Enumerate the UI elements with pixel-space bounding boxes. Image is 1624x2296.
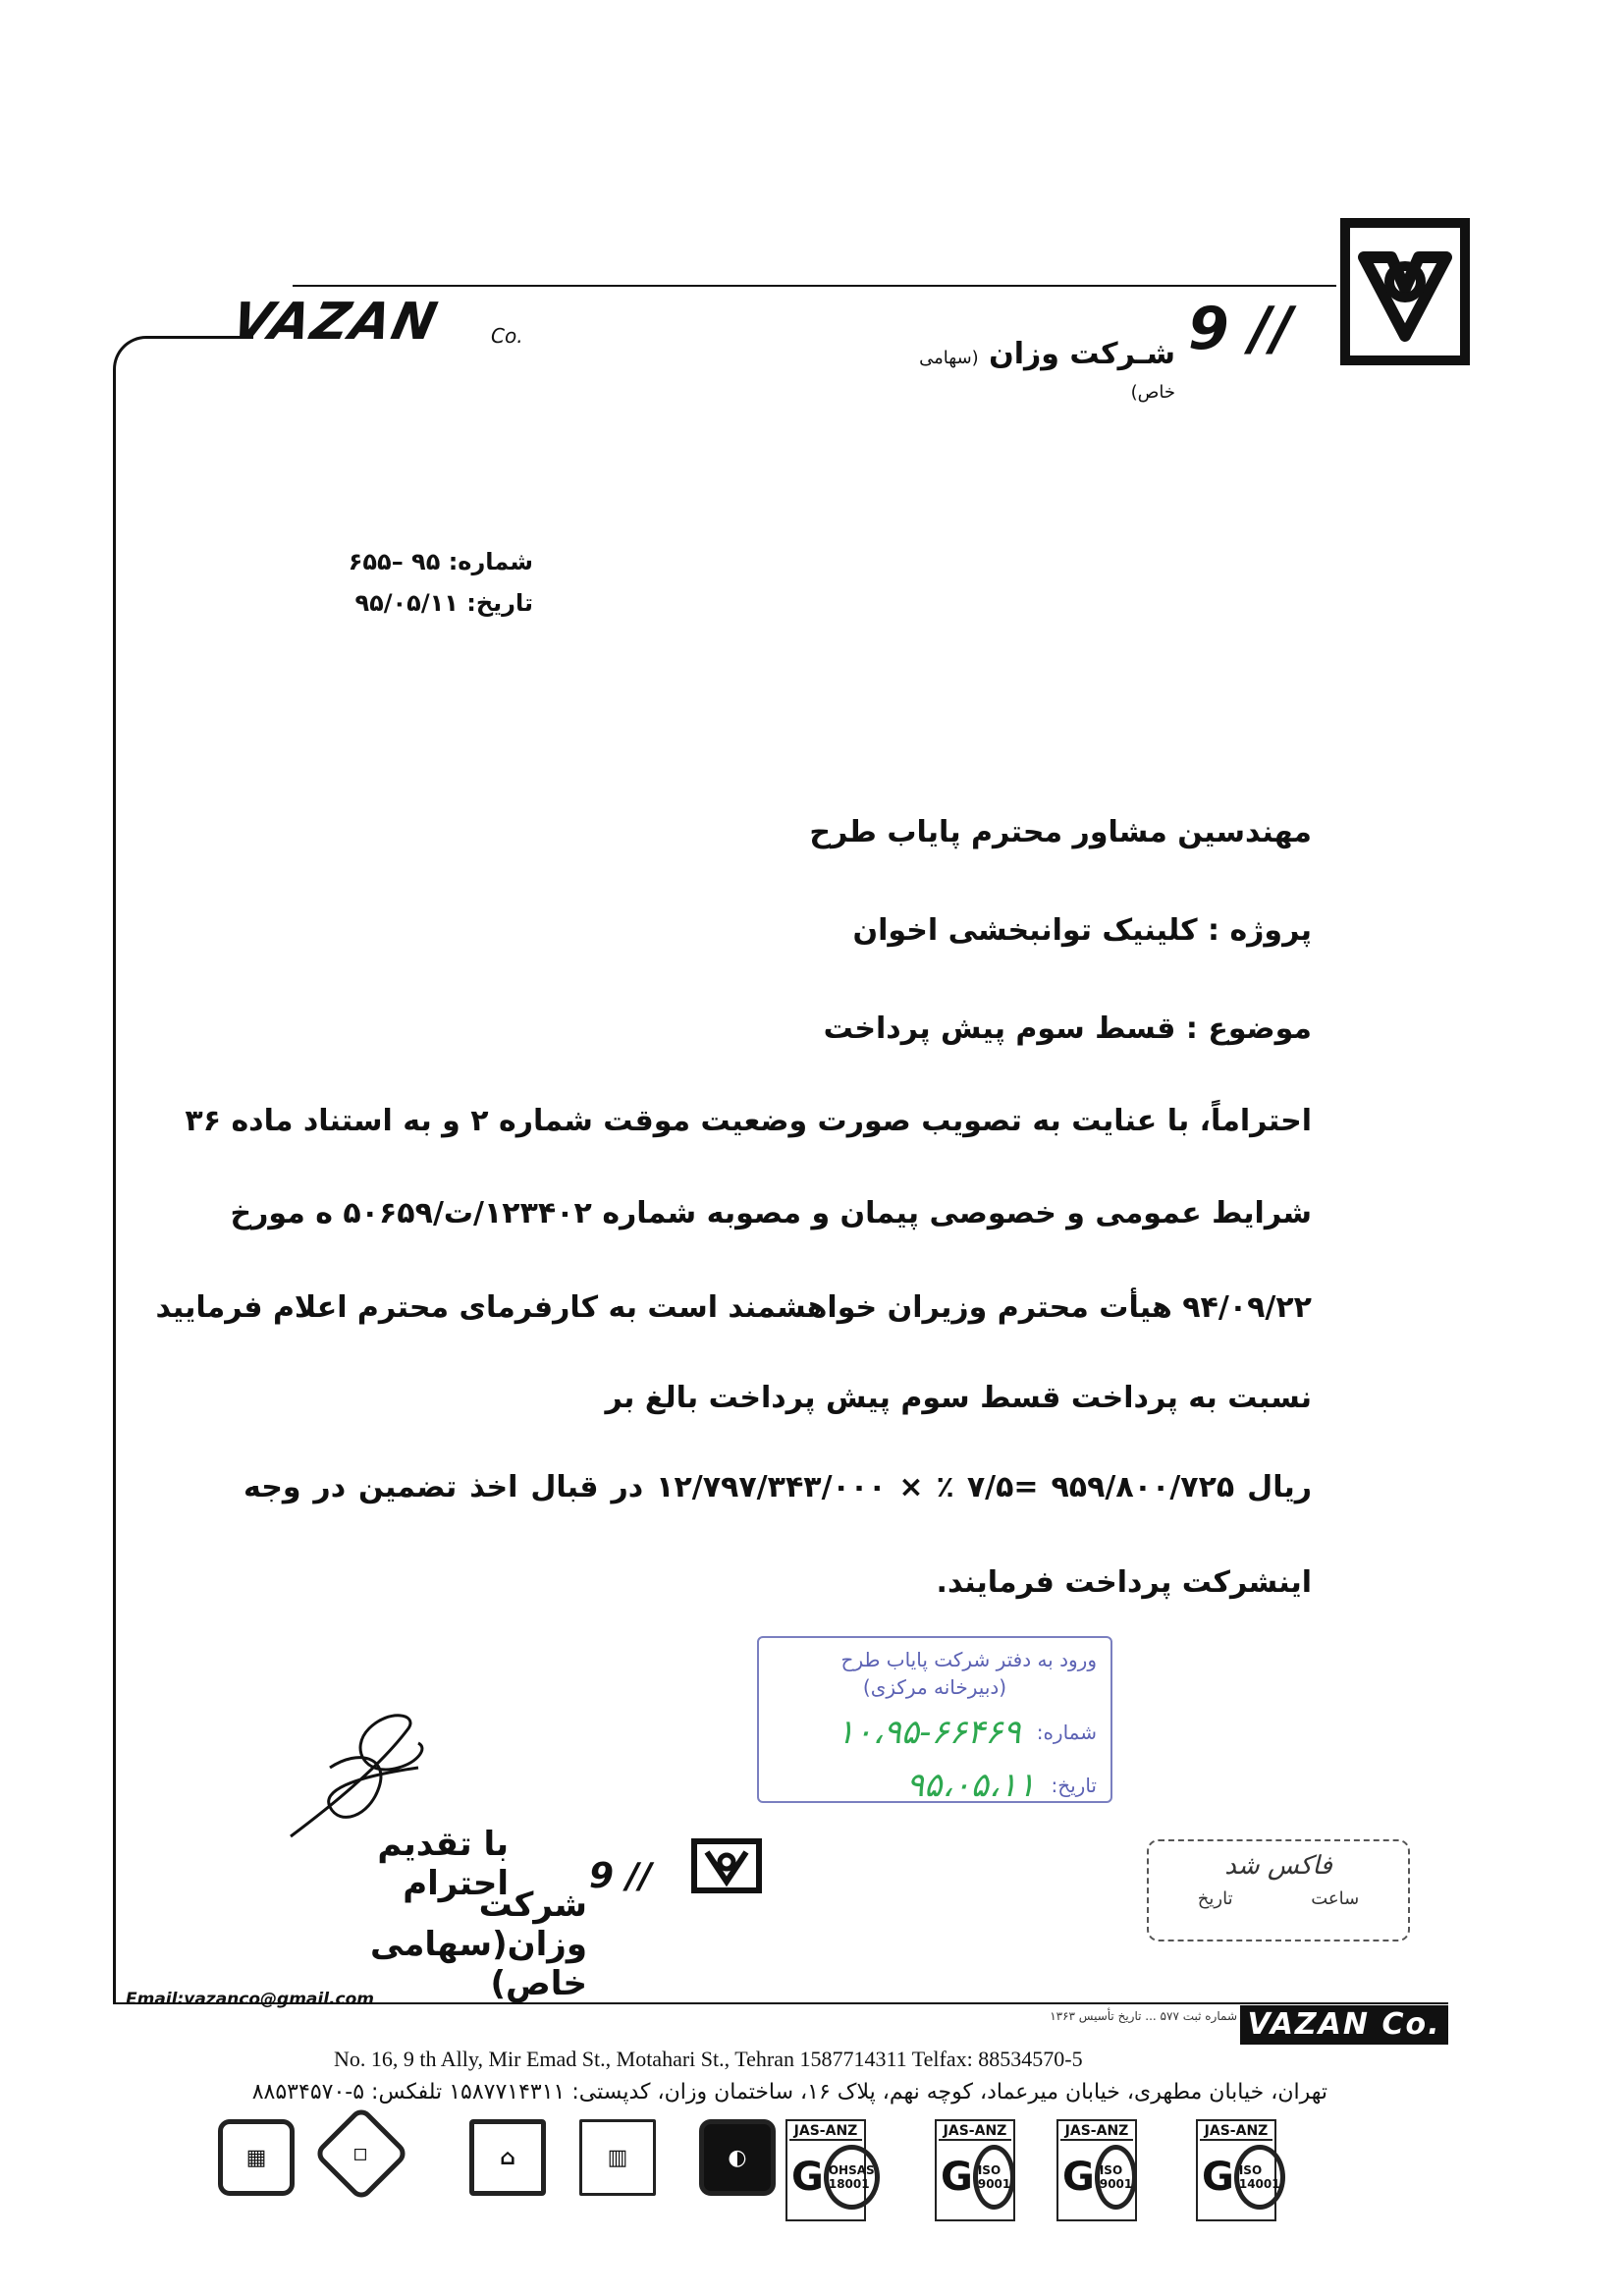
letter-number-label: شماره: bbox=[448, 548, 533, 575]
cert-g-icon: G bbox=[791, 2155, 824, 2200]
quality-institute-logo bbox=[699, 2119, 776, 2221]
cert-badge-4 bbox=[1196, 2119, 1280, 2221]
cert-accreditor: JAS-ANZ bbox=[939, 2123, 1011, 2141]
company-name-fa bbox=[900, 337, 1175, 406]
brand-logo-fa: 9 // bbox=[1188, 295, 1293, 363]
stamp-number-label: شماره: bbox=[1036, 1721, 1097, 1744]
body-line: شرایط عمومی و خصوصی پیمان و مصوبه شماره ۱۲۳۴۰۲/ت/۵۰۶۵۹ ه مورخ bbox=[230, 1196, 1312, 1230]
body-line: احتراماً، با عنایت به تصویب صورت وضعیت موقت شماره ۲ و به استناد ماده ۳۶ bbox=[185, 1104, 1312, 1138]
cert-body bbox=[789, 2141, 875, 2214]
company-name: شـرکت وزان bbox=[989, 337, 1175, 371]
diamond-emblem-icon: ◇ bbox=[313, 2105, 410, 2203]
letter-date-value: ۹۵/۰۵/۱۱ bbox=[354, 589, 459, 617]
stamp-subtitle: (دبیرخانه مرکزی) bbox=[862, 1675, 1007, 1699]
cert-body bbox=[1060, 2141, 1133, 2214]
letter-date bbox=[239, 589, 533, 617]
stamp-date-row bbox=[773, 1766, 1097, 1805]
frame-corner bbox=[113, 336, 253, 437]
stamp-number-value: ۱۰،۹۵-۶۶۴۶۹ bbox=[837, 1713, 1021, 1752]
cert-g-icon: G bbox=[941, 2155, 973, 2200]
cert-badge-2 bbox=[935, 2119, 1015, 2221]
footer-address-fa: تهران، خیابان مطهری، خیابان میرعماد، کوچه نهم، پلاک ۱۶، ساختمان وزان، کدپستی: ۱۵۸۷۷۱۴۳۱۱ تلفکس: ۵-۸۸۵۳۴۵۷۰ bbox=[251, 2080, 1327, 2105]
fax-stamp-date-label: تاریخ bbox=[1197, 1888, 1233, 1909]
membership-logo-1 bbox=[218, 2119, 295, 2221]
body-line: اینشرکت پرداخت فرمایند. bbox=[936, 1565, 1312, 1600]
company-logo-icon bbox=[697, 1844, 756, 1887]
body-line: ریال ۹۵۹/۸۰۰/۷۲۵ =۷/۵ ٪ × ۱۲/۷۹۷/۳۴۳/۰۰۰ در قبال اخذ تضمین در وجه bbox=[244, 1470, 1313, 1504]
letter-number-value: ۹۵ –۶۵۵ bbox=[348, 548, 441, 575]
stamp-title: ورود به دفتر شرکت پایاب طرح bbox=[840, 1648, 1097, 1671]
closing-phrase: با تقدیم احترام bbox=[377, 1825, 509, 1903]
subject-line: موضوع : قسط سوم پیش پرداخت bbox=[823, 1011, 1312, 1046]
cert-body bbox=[1200, 2141, 1280, 2214]
letter-date-label: تاریخ: bbox=[466, 589, 533, 617]
footer-registration: شماره ثبت ۵۷۷ ... تاریخ تأسیس ۱۳۶۳ bbox=[1050, 2009, 1237, 2023]
body-line: ۹۴/۰۹/۲۲ هیأت محترم وزیران خواهشمند است به کارفرمای محترم اعلام فرمایید bbox=[155, 1290, 1312, 1325]
cert-g-icon: G bbox=[1062, 2155, 1095, 2200]
frame-line-left bbox=[113, 432, 116, 2003]
cert-accreditor: JAS-ANZ bbox=[789, 2123, 862, 2141]
signatory-company: شرکت وزان(سهامی خاص) bbox=[369, 1886, 587, 2003]
membership-logo-3 bbox=[469, 2119, 546, 2221]
fax-stamp-row bbox=[1159, 1888, 1398, 1909]
membership-logo-4 bbox=[579, 2119, 656, 2221]
cert-standard: ISO 14001 bbox=[1234, 2145, 1285, 2210]
fax-stamp-title: فاکس شد bbox=[1224, 1851, 1332, 1881]
cert-standard: ISO 9001 bbox=[1095, 2145, 1137, 2210]
company-logo-emblem bbox=[1340, 218, 1470, 365]
building-emblem-icon: ▥ bbox=[579, 2119, 656, 2196]
recipient: مهندسین مشاور محترم پایاب طرح bbox=[809, 815, 1312, 849]
fax-stamp bbox=[1147, 1839, 1410, 1941]
brand-logo-en: VAZAN bbox=[226, 293, 444, 352]
letter-number bbox=[239, 548, 533, 575]
cert-body bbox=[939, 2141, 1011, 2214]
project-line: پروژه : کلینیک توانبخشی اخوان bbox=[852, 913, 1312, 948]
cert-badge-1 bbox=[785, 2119, 875, 2221]
quality-institute-icon: ◐ bbox=[699, 2119, 776, 2196]
cert-standard: OHSAS 18001 bbox=[824, 2145, 880, 2210]
footer-brand: VAZAN Co. bbox=[1240, 2005, 1448, 2045]
brand-suffix: Co. bbox=[491, 324, 523, 348]
footer-email: Email:vazanco@gmail.com bbox=[126, 1990, 374, 2009]
cert-standard: ISO 9001 bbox=[973, 2145, 1015, 2210]
frame-line-top bbox=[293, 285, 1336, 287]
incoming-stamp bbox=[757, 1636, 1112, 1803]
cert-accreditor: JAS-ANZ bbox=[1060, 2123, 1133, 2141]
handshake-emblem-icon: ⌂ bbox=[469, 2119, 546, 2196]
signature-company-emblem bbox=[691, 1838, 762, 1893]
company-type: (سهامی خاص) bbox=[919, 348, 1175, 403]
association-emblem-icon: ▦ bbox=[218, 2119, 295, 2196]
stamp-number-row bbox=[773, 1713, 1097, 1752]
footer-address-en: No. 16, 9 th Ally, Mir Emad St., Motahari St., Tehran 1587714311 Telfax: 88534570-5 bbox=[334, 2047, 1083, 2071]
cert-accreditor: JAS-ANZ bbox=[1200, 2123, 1272, 2141]
company-logo-icon bbox=[1350, 228, 1460, 355]
stamp-date-value: ۹۵،۰۵،۱۱ bbox=[905, 1766, 1036, 1805]
fax-stamp-time-label: ساعت bbox=[1311, 1888, 1360, 1909]
stamp-date-label: تاریخ: bbox=[1051, 1774, 1097, 1797]
cert-g-icon: G bbox=[1202, 2155, 1234, 2200]
body-line: نسبت به پرداخت قسط سوم پیش پرداخت بالغ بر bbox=[605, 1381, 1312, 1415]
signature-brand-fa: 9 // bbox=[589, 1856, 652, 1896]
membership-logo-2 bbox=[327, 2119, 396, 2221]
cert-badge-3 bbox=[1056, 2119, 1137, 2221]
